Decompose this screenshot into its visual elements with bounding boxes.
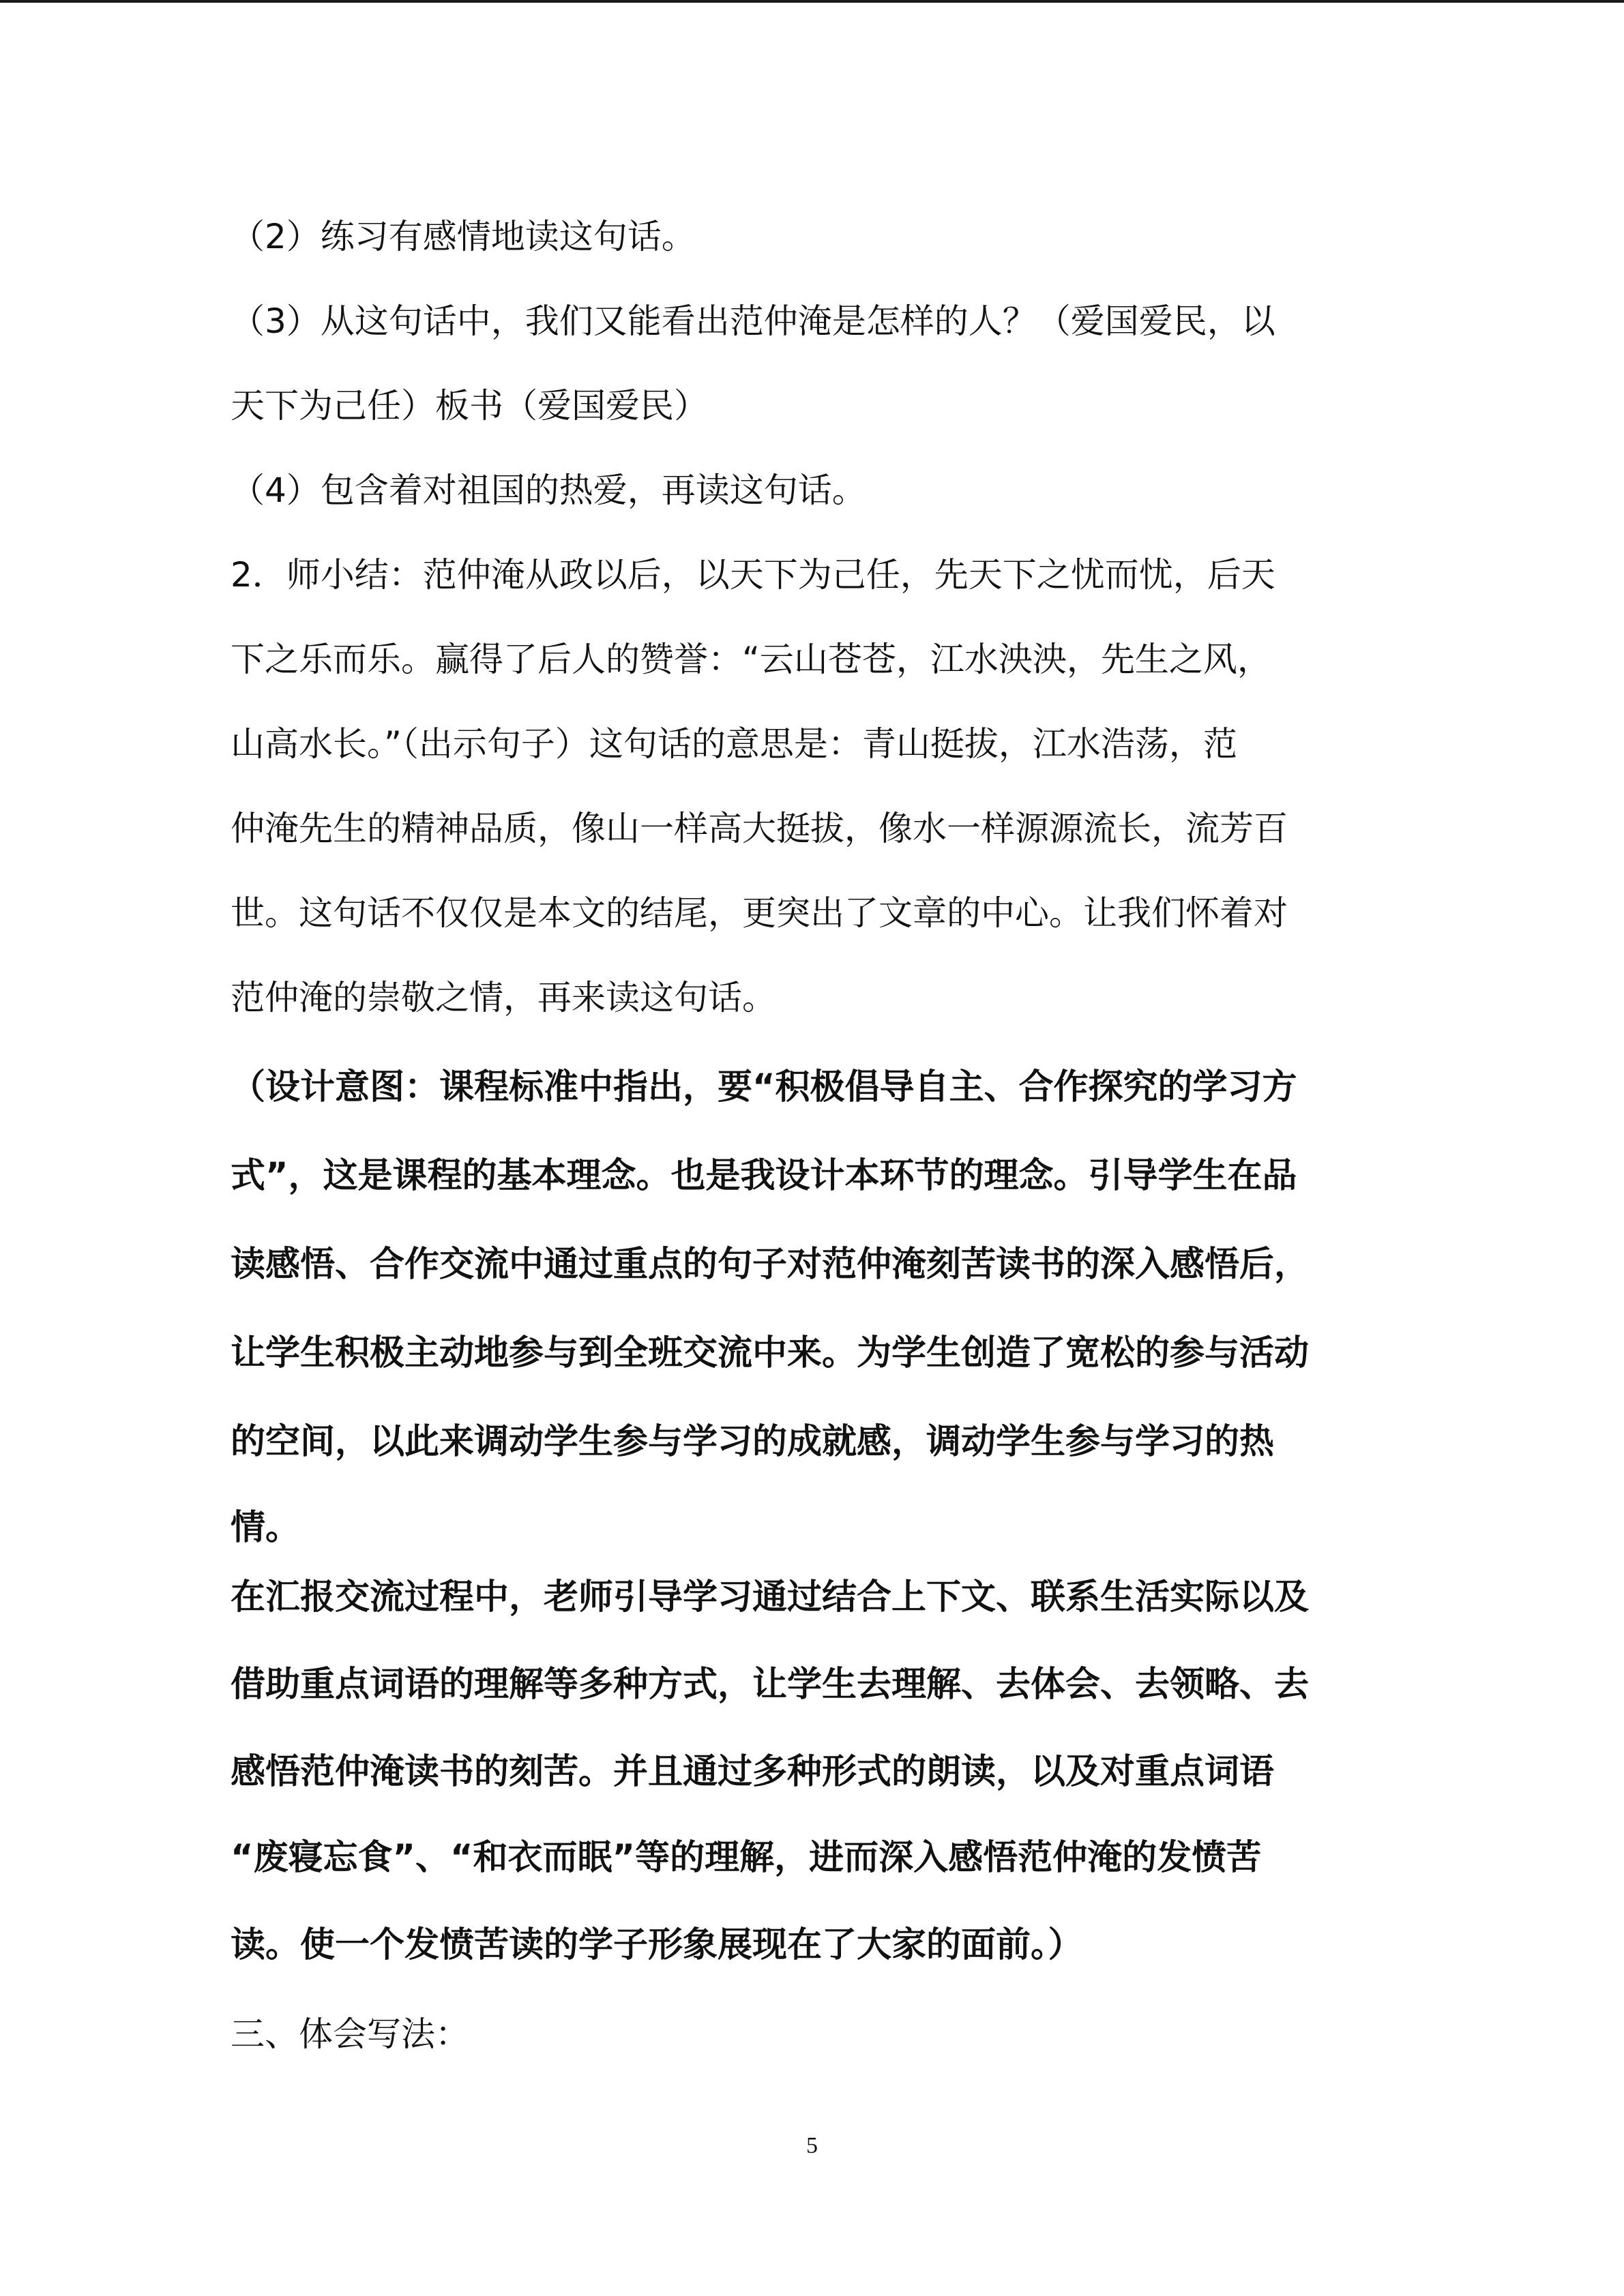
design-intent-line: 读感悟、合作交流中通过重点的句子对范仲淹刻苦读书的深入感悟后， xyxy=(231,1244,1310,1285)
design-intent-line: 读。使一个发愤苦读的学子形象展现在了大家的面前。） xyxy=(231,1925,1083,1965)
design-intent-line: “废寝忘食”、“和衣而眠”等的理解，进而深入感悟范仲淹的发愤苦 xyxy=(231,1838,1262,1878)
design-intent-line: （设计意图：课程标准中指出，要“积极倡导自主、合作探究的学习方 xyxy=(231,1067,1297,1107)
design-intent-line: 在汇报交流过程中，老师引导学习通过结合上下文、联系生活实际以及 xyxy=(231,1577,1310,1617)
top-border-rule xyxy=(0,0,1624,3)
paragraph-line: 天下为己任）板书（爱国爱民） xyxy=(231,386,708,426)
design-intent-line: 让学生积极主动地参与到全班交流中来。为学生创造了宽松的参与活动 xyxy=(231,1333,1310,1373)
design-intent-line: 借助重点词语的理解等多种方式，让学生去理解、去体会、去领略、去 xyxy=(231,1665,1310,1705)
design-intent-line: 感悟范仲淹读书的刻苦。并且通过多种形式的朗读，以及对重点词语 xyxy=(231,1752,1275,1792)
design-intent-line: 式”，这是课程的基本理念。也是我设计本环节的理念。引导学生在品 xyxy=(231,1156,1297,1196)
paragraph-line: （3）从这句话中，我们又能看出范仲淹是怎样的人？（爱国爱民，以 xyxy=(231,301,1275,341)
paragraph-line: 世。这句话不仅仅是本文的结尾，更突出了文章的中心。让我们怀着对 xyxy=(231,893,1288,933)
paragraph-line: （4）包含着对祖国的热爱，再读这句话。 xyxy=(231,471,866,510)
paragraph-line: 山高水长。”（出示句子）这句话的意思是：青山挺拔，江水浩荡，范 xyxy=(231,724,1237,764)
paragraph-line: 范仲淹的崇敬之情，再来读这句话。 xyxy=(231,978,776,1017)
page-number: 5 xyxy=(806,2133,818,2158)
section-heading: 三、体会写法： xyxy=(231,2014,469,2054)
paragraph-line: 仲淹先生的精神品质，像山一样高大挺拔，像水一样源源流长，流芳百 xyxy=(231,809,1288,848)
paragraph-line: 2．师小结：范仲淹从政以后，以天下为己任，先天下之忧而忧，后天 xyxy=(231,555,1275,595)
design-intent-line: 情。 xyxy=(231,1508,301,1548)
paragraph-line: （2）练习有感情地读这句话。 xyxy=(231,217,696,256)
design-intent-line: 的空间，以此来调动学生参与学习的成就感，调动学生参与学习的热 xyxy=(231,1422,1275,1462)
paragraph-line: 下之乐而乐。赢得了后人的赞誉：“云山苍苍，江水泱泱，先生之风， xyxy=(231,640,1271,679)
